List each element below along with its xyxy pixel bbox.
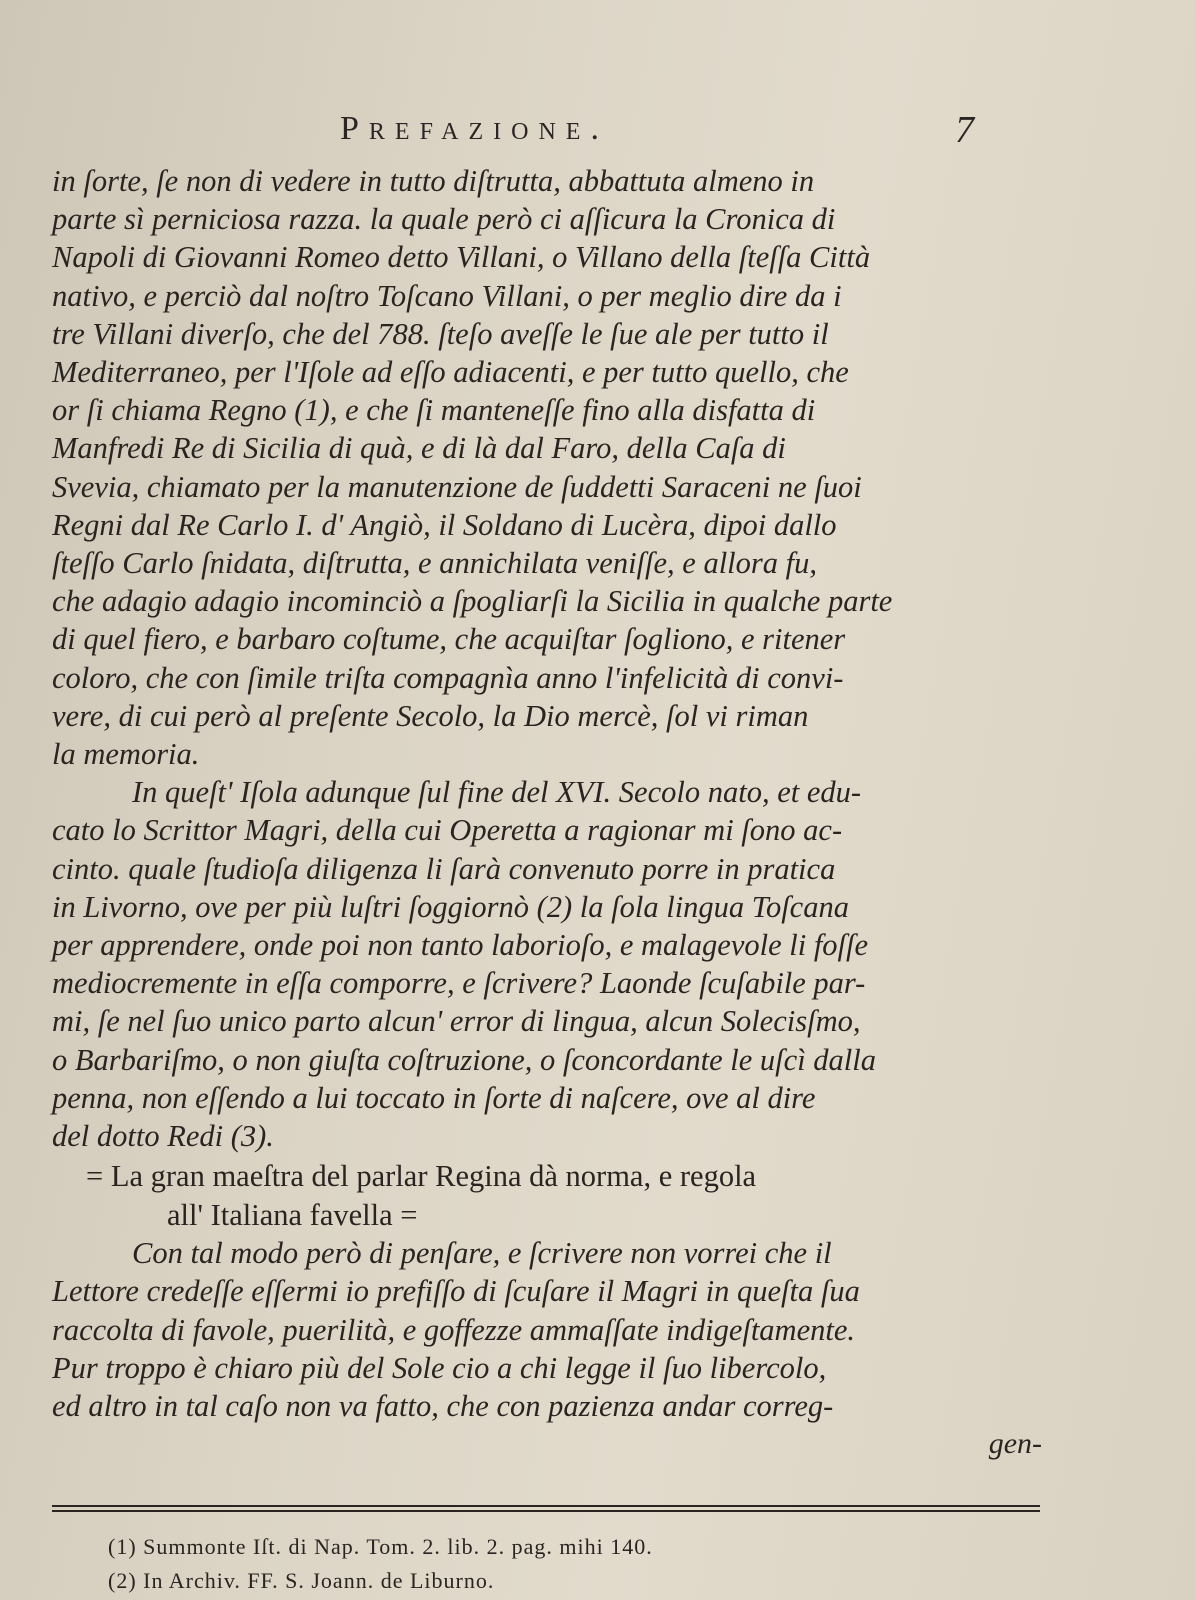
- text-line: Regni dal Re Carlo I. d' Angiò, il Soldano di Lucèra, dipoi dallo: [52, 507, 837, 542]
- footnote: (2) In Archiv. FF. S. Joann. de Liburno.: [108, 1568, 495, 1593]
- paragraph-3: [52, 1234, 1042, 1425]
- text-line: ſteſſo Carlo ſnidata, diſtrutta, e annichilata veniſſe, e allora fu,: [52, 546, 817, 581]
- footnotes: [108, 1530, 1008, 1598]
- text-line: vere, di cui però al preſente Secolo, la Dio mercè, ſol vi riman: [52, 698, 809, 733]
- text-line: mi, ſe nel ſuo unico parto alcun' error di lingua, alcun Solecisſmo,: [52, 1004, 861, 1039]
- footnote-rule: [52, 1505, 1040, 1512]
- text-line: o Barbariſmo, o non giuſta coſtruzione, o ſconcordante le uſcì dalla: [52, 1042, 876, 1077]
- text-line: coloro, che con ſimile triſta compagnìa anno l'infelicità di convi-: [52, 660, 844, 695]
- text-line: la memoria.: [52, 737, 200, 772]
- text-line: cato lo Scrittor Magri, della cui Operetta a ragionar mi ſono ac-: [52, 813, 843, 848]
- text-line: del dotto Redi (3).: [52, 1119, 274, 1154]
- text-line: Mediterraneo, per l'Iſole ad eſſo adiacenti, e per tutto quello, che: [52, 355, 849, 390]
- text-line: per apprendere, onde poi non tanto laborioſo, e malagevole li foſſe: [52, 928, 869, 963]
- text-line: parte sì perniciosa razza. la quale però ci aſſicura la Cronica di: [52, 202, 836, 237]
- text-line: ed altro in tal caſo non va fatto, che con pazienza andar correg-: [52, 1389, 834, 1424]
- catchword: gen-: [988, 1427, 1042, 1461]
- text-line: nativo, e perciò dal noſtro Toſcano Villani, o per meglio dire da i: [52, 278, 842, 313]
- page-number: 7: [955, 109, 974, 151]
- text-line: Manfredi Re di Sicilia di quà, e di là dal Faro, della Caſa di: [52, 431, 786, 466]
- text-line: or ſi chiama Regno (1), e che ſi manteneſſe fino alla disfatta di: [52, 393, 816, 428]
- text-line: Pur troppo è chiaro più del Sole cio a chi legge il ſuo libercolo,: [52, 1350, 827, 1385]
- text-line: Svevia, chiamato per la manutenzione de ſuddetti Saraceni ne ſuoi: [52, 469, 862, 504]
- page-header: [0, 110, 1195, 160]
- text-line: mediocremente in eſſa comporre, e ſcrivere? Laonde ſcuſabile par-: [52, 966, 866, 1001]
- paragraph-2: [52, 773, 1042, 1155]
- text-line: In queſt' Iſola adunque ſul fine del XVI. Secolo nato, et edu-: [132, 775, 862, 810]
- text-line: in ſorte, ſe non di vedere in tutto diſtrutta, abbattuta almeno in: [52, 164, 815, 198]
- text-line: Napoli di Giovanni Romeo detto Villani, o Villano della ſteſſa Città: [52, 240, 871, 275]
- body-text: [52, 162, 1042, 1463]
- text-line: in Livorno, ove per più luſtri ſoggiornò (2) la ſola lingua Toſcana: [52, 889, 849, 924]
- quote-line: all' Italiana favella =: [167, 1197, 418, 1232]
- text-line: Con tal modo però di penſare, e ſcrivere non vorrei che il: [132, 1236, 832, 1271]
- text-line: che adagio adagio incominciò a ſpogliarſi la Sicilia in qualche parte: [52, 584, 893, 619]
- quotation: [52, 1157, 1042, 1234]
- text-line: raccolta di favole, puerilità, e goffezze ammaſſate indigeſtamente.: [52, 1312, 856, 1347]
- running-head: Prefazione.: [340, 110, 609, 147]
- footnote: (1) Summonte Iſt. di Nap. Tom. 2. lib. 2. pag. mihi 140.: [108, 1534, 653, 1559]
- text-line: di quel fiero, e barbaro coſtume, che acquiſtar ſogliono, e ritener: [52, 622, 846, 657]
- paragraph-1: [52, 162, 1042, 773]
- text-line: penna, non eſſendo a lui toccato in ſorte di naſcere, ove al dire: [52, 1080, 816, 1115]
- text-line: tre Villani diverſo, che del 788. ſteſo aveſſe le ſue ale per tutto il: [52, 316, 829, 351]
- text-line: cinto. quale ſtudioſa diligenza li ſarà convenuto porre in pratica: [52, 851, 836, 886]
- quote-line: = La gran maeſtra del parlar Regina dà norma, e regola: [86, 1159, 757, 1194]
- text-line: Lettore credeſſe eſſermi io prefiſſo di ſcuſare il Magri in queſta ſua: [52, 1274, 860, 1309]
